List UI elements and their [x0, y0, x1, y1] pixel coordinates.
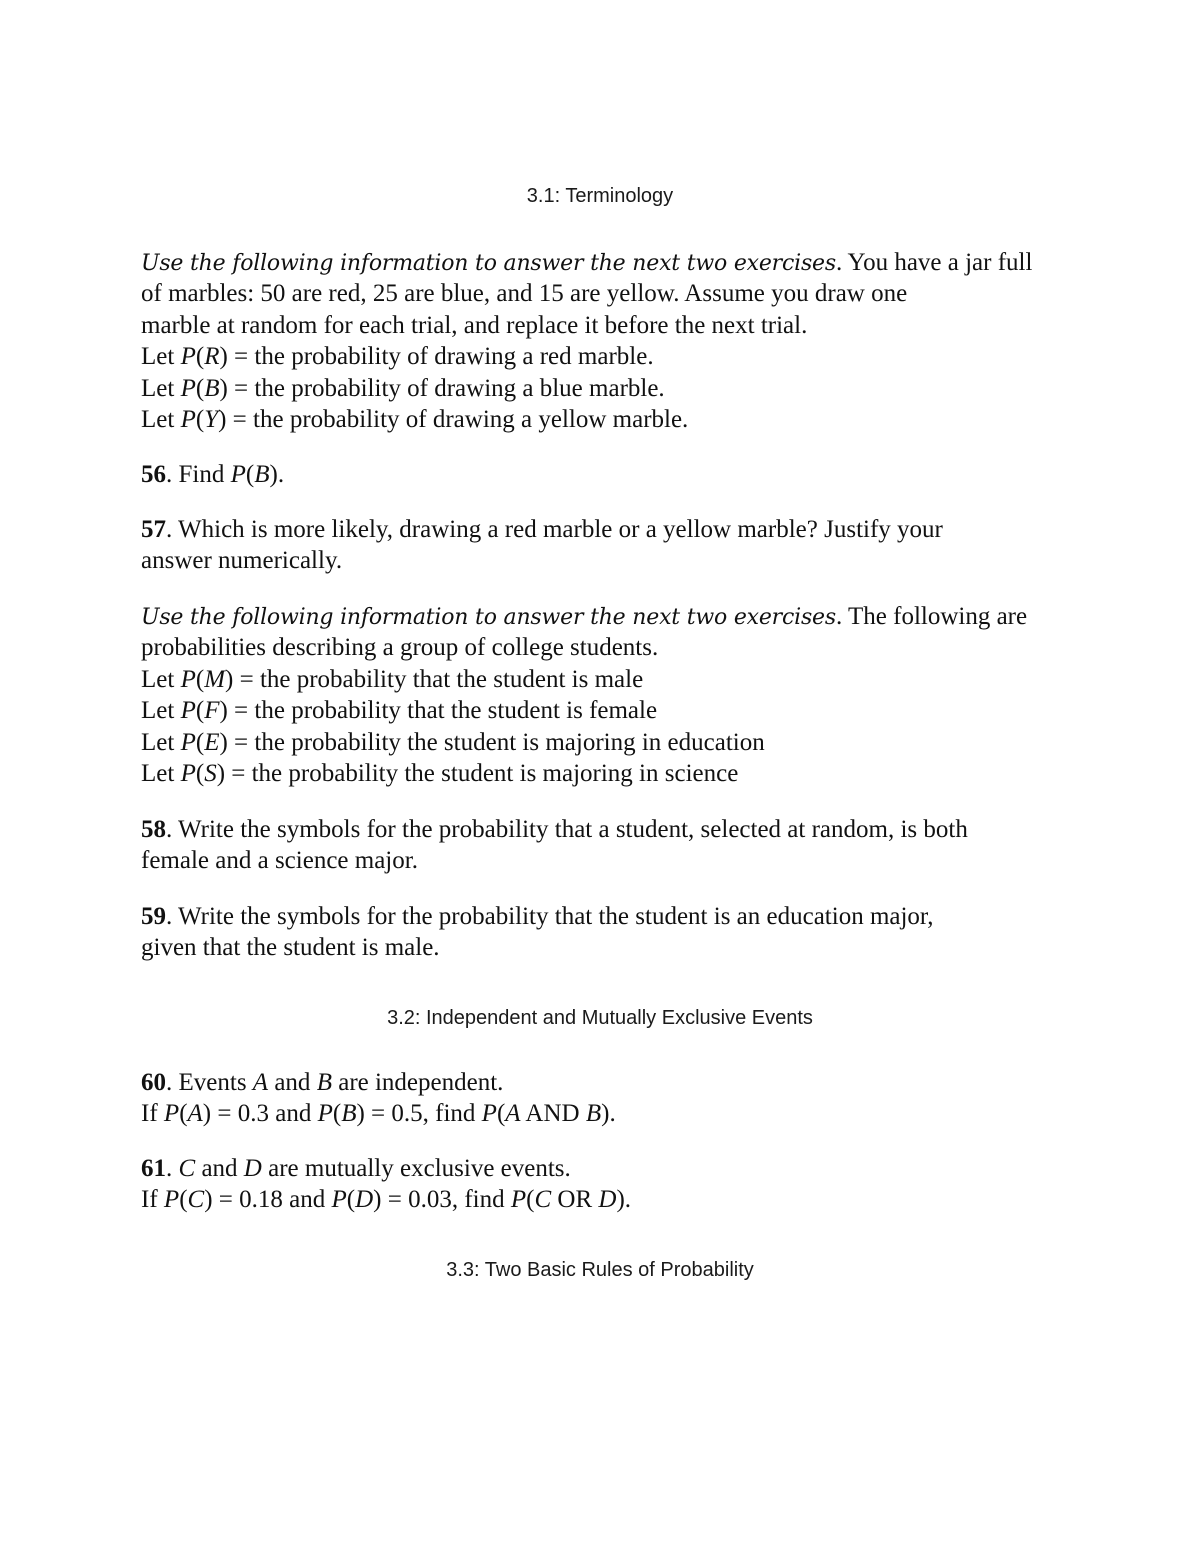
def-close: )	[219, 343, 228, 371]
def-prefix: Let	[141, 343, 181, 371]
text: are mutually exclusive events.	[261, 1155, 571, 1182]
exercise-58-line-1	[141, 814, 1071, 845]
var-a: A	[187, 1100, 203, 1128]
var-a: A	[505, 1100, 521, 1128]
def-open: (	[195, 665, 205, 693]
info-line-3: marble at random for each trial, and replace it before the next trial.	[141, 311, 808, 339]
intro-period: .	[835, 603, 843, 630]
exercise-number: 58	[141, 816, 166, 843]
text: (	[346, 1186, 356, 1214]
var-p: P	[510, 1186, 527, 1214]
var-p: P	[317, 1100, 333, 1128]
exercise-number: 60	[141, 1069, 166, 1096]
text: and	[195, 1155, 244, 1182]
text: ) = 0.18 and	[204, 1186, 332, 1214]
text: AND	[520, 1100, 586, 1128]
def-p: P	[180, 665, 196, 693]
exercise-60-line-2	[141, 1098, 1071, 1129]
exercise-59-line-1	[141, 901, 1071, 932]
var-p: P	[163, 1100, 180, 1128]
def-close: )	[219, 697, 228, 725]
text: (	[179, 1186, 188, 1214]
def-text: = the probability that the student is female	[227, 697, 658, 725]
exercise-57	[141, 514, 1071, 577]
intro-italic: Use the following information to answer the next two exercises	[141, 251, 836, 276]
exercise-text: . Write the symbols for the probability that a student, selected at random, is both	[166, 816, 968, 843]
var-p: P	[481, 1100, 497, 1128]
definition-yellow	[141, 404, 1071, 435]
text: . Events	[166, 1069, 253, 1096]
exercise-open: (	[245, 461, 255, 488]
exercise-var: B	[254, 461, 270, 488]
def-prefix: Let	[141, 374, 181, 402]
definition-male	[141, 664, 1071, 695]
section-heading-3-1: 3.1: Terminology	[526, 185, 674, 207]
def-p: P	[180, 374, 196, 402]
info-line-2: of marbles: 50 are red, 25 are blue, and 15 are yellow. Assume you draw one	[141, 280, 908, 308]
intro-period: .	[835, 249, 843, 276]
var-d: D	[598, 1186, 617, 1214]
def-prefix: Let	[141, 405, 181, 433]
exercise-61	[141, 1153, 1071, 1216]
exercise-56	[141, 459, 1071, 490]
def-prefix: Let	[141, 728, 181, 756]
text: If	[141, 1100, 164, 1128]
exercise-59	[141, 901, 1071, 964]
exercise-60-line-1	[141, 1067, 1071, 1098]
var-d: D	[355, 1186, 374, 1214]
text: ) = 0.3 and	[202, 1100, 318, 1128]
def-p: P	[180, 697, 196, 725]
var-d: D	[243, 1155, 262, 1182]
var-b: B	[341, 1100, 357, 1128]
def-var: B	[204, 374, 220, 402]
def-var: S	[204, 759, 217, 787]
exercise-text: . Write the symbols for the probability that the student is an education major,	[166, 903, 934, 930]
exercise-text: . Find	[166, 461, 231, 488]
exercise-56-line	[141, 459, 1071, 490]
exercise-number: 57	[141, 516, 166, 543]
var-p: P	[163, 1186, 180, 1214]
def-p: P	[180, 759, 196, 787]
def-var: E	[204, 728, 220, 756]
text: and	[268, 1069, 317, 1096]
text: ).	[601, 1100, 616, 1128]
text: .	[166, 1155, 179, 1182]
def-open: (	[195, 374, 205, 402]
info-line-1	[141, 247, 1071, 278]
text: (	[496, 1100, 506, 1128]
def-var: F	[204, 697, 220, 725]
definition-science	[141, 758, 1071, 789]
exercise-57-line-1	[141, 514, 1071, 545]
exercise-61-line-1	[141, 1153, 1071, 1184]
exercise-number: 56	[141, 461, 166, 488]
exercise-close: ).	[269, 461, 285, 488]
def-text: = the probability the student is majoring in education	[227, 728, 765, 756]
def-var: M	[204, 665, 226, 693]
var-p: P	[331, 1186, 347, 1214]
exercise-text: . Which is more likely, drawing a red marble or a yellow marble? Justify your	[166, 516, 943, 543]
def-prefix: Let	[141, 665, 181, 693]
section-heading-3-2: 3.2: Independent and Mutually Exclusive Events	[387, 1007, 813, 1029]
exercise-59-line-2: given that the student is male.	[141, 934, 440, 962]
def-close: )	[216, 759, 226, 787]
exercise-p: P	[230, 461, 246, 488]
definition-female	[141, 695, 1071, 726]
definition-red	[141, 341, 1071, 372]
exercise-number: 59	[141, 903, 166, 930]
def-open: (	[195, 697, 205, 725]
def-text: = the probability that the student is male	[233, 665, 644, 693]
var-c: C	[187, 1186, 205, 1214]
def-p: P	[180, 728, 196, 756]
exercise-61-line-2	[141, 1184, 1071, 1215]
def-var: R	[204, 343, 220, 371]
def-var: Y	[204, 405, 219, 433]
exercise-57-line-2: answer numerically.	[141, 547, 343, 575]
definition-education	[141, 727, 1071, 758]
text: (	[332, 1100, 342, 1128]
exercise-60	[141, 1067, 1071, 1130]
text: OR	[551, 1186, 599, 1214]
var-c: C	[178, 1155, 196, 1182]
def-open: (	[195, 405, 205, 433]
def-text: = the probability the student is majoring in science	[225, 759, 739, 787]
def-close: )	[219, 374, 228, 402]
info2-line-1	[141, 601, 1071, 632]
definition-blue	[141, 373, 1071, 404]
def-prefix: Let	[141, 697, 181, 725]
text: (	[179, 1100, 188, 1128]
text: If	[141, 1186, 164, 1214]
def-close: )	[225, 665, 234, 693]
intro-italic: Use the following information to answer the next two exercises	[141, 605, 836, 630]
def-text: = the probability of drawing a red marble.	[227, 343, 654, 371]
exercise-number: 61	[141, 1155, 166, 1182]
info2-line-2: probabilities describing a group of college students.	[141, 634, 659, 662]
text: (	[526, 1186, 535, 1214]
def-close: )	[219, 728, 228, 756]
def-prefix: Let	[141, 759, 181, 787]
text: ) = 0.5, find	[356, 1100, 482, 1128]
var-b: B	[585, 1100, 602, 1128]
def-p: P	[180, 343, 196, 371]
def-text: = the probability of drawing a yellow marble.	[226, 405, 689, 433]
def-open: (	[195, 728, 205, 756]
info-block-marbles	[141, 247, 1071, 435]
text: ) = 0.03, find	[373, 1186, 511, 1214]
var-c: C	[534, 1186, 552, 1214]
def-close: )	[218, 405, 227, 433]
intro-rest: The following are	[842, 603, 1028, 630]
text: are independent.	[331, 1069, 504, 1096]
def-p: P	[180, 405, 196, 433]
def-open: (	[195, 759, 205, 787]
var-b: B	[316, 1069, 332, 1096]
exercise-58	[141, 814, 1071, 877]
def-text: = the probability of drawing a blue marble.	[227, 374, 665, 402]
info-block-students	[141, 601, 1071, 789]
def-open: (	[195, 343, 205, 371]
text: ).	[616, 1186, 632, 1214]
exercise-58-line-2: female and a science major.	[141, 847, 418, 875]
var-a: A	[252, 1069, 269, 1096]
intro-rest: You have a jar full	[842, 249, 1033, 276]
section-heading-3-3: 3.3: Two Basic Rules of Probability	[446, 1259, 754, 1281]
